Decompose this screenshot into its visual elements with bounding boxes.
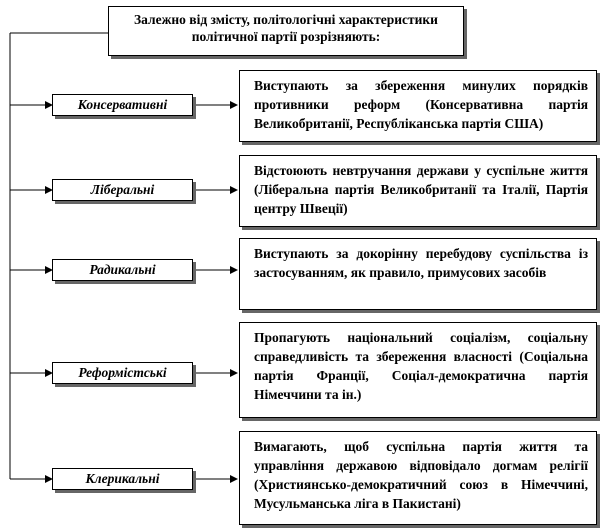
category-description-text: Виступають за докорінну перебудову суспільства із застосуванням, як правило, примусових засобів xyxy=(254,246,588,280)
category-label-4 xyxy=(52,362,193,384)
category-description-text: Вимагають, щоб суспільна партія життя та управління державою відповідало догмам релігії (Християнсько-демократичний союз в Німеччині, Мусульманська ліга в Пакистані) xyxy=(254,439,588,511)
header-box xyxy=(108,6,464,56)
category-description-text: Відстоюють невтручання держави у суспільне життя (Ліберальна партія Великобританії та Італії, Партія центру Швеції) xyxy=(254,163,588,216)
header-title: Залежно від змісту, політологічні характеристики політичної партії розрізняють: xyxy=(134,12,438,44)
category-label-5 xyxy=(52,468,193,490)
category-description-1 xyxy=(239,70,597,142)
category-label-1 xyxy=(52,94,193,116)
category-label-3 xyxy=(52,259,193,281)
category-description-text: Пропагують національний соціалізм, соціальну справедливість та збереження власності (Соціальна партія Франції, Соціал-демократична партія Німеччини та ін.) xyxy=(254,330,588,402)
category-label-text: Радикальні xyxy=(89,262,156,277)
category-description-text: Виступають за збереження минулих порядків противники реформ (Консервативна партія Великобританії, Республіканська партія США) xyxy=(254,78,588,131)
category-description-3 xyxy=(239,238,597,310)
category-label-text: Клерикальні xyxy=(85,471,160,486)
category-description-4 xyxy=(239,322,597,418)
category-label-text: Ліберальні xyxy=(90,182,155,197)
category-description-5 xyxy=(239,431,597,525)
category-label-text: Реформістські xyxy=(78,365,167,380)
category-description-2 xyxy=(239,155,597,227)
category-label-2 xyxy=(52,179,193,201)
category-label-text: Консервативні xyxy=(77,97,168,112)
